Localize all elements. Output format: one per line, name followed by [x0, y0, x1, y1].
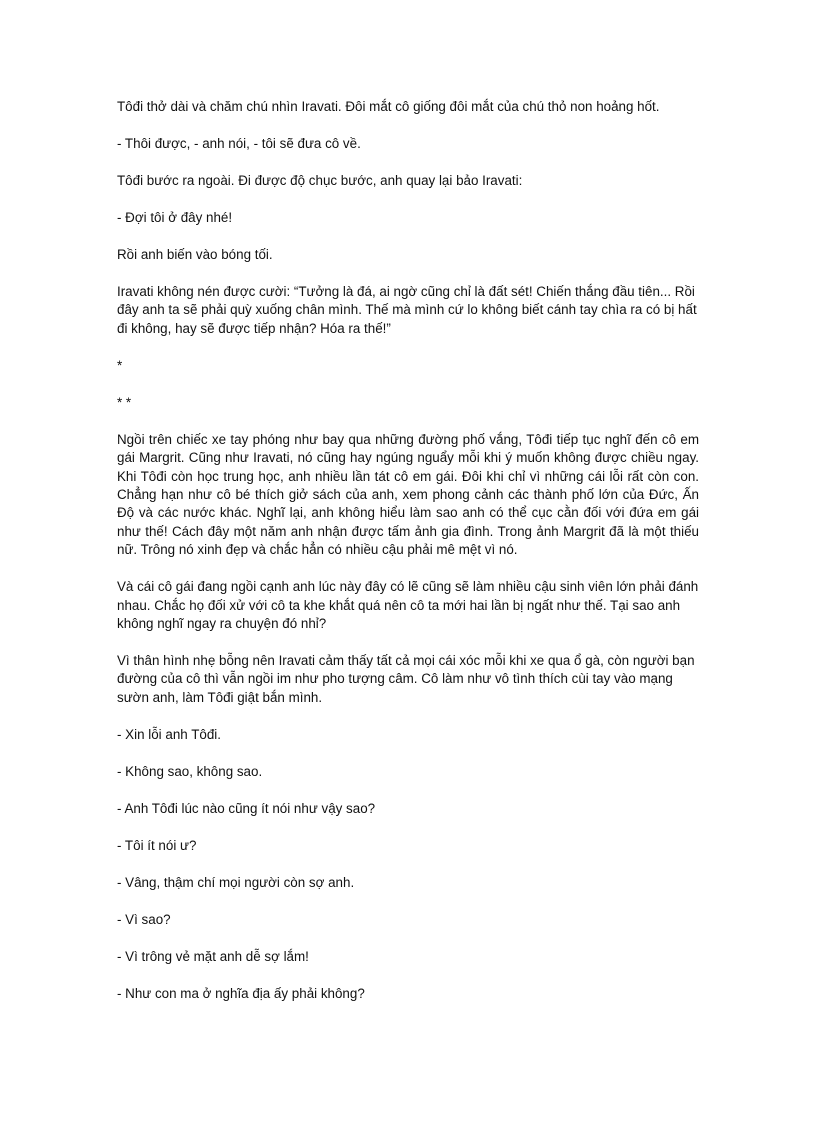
dialogue-line: - Vâng, thậm chí mọi người còn sợ anh. [117, 874, 355, 890]
paragraph: Và cái cô gái đang ngồi cạnh anh lúc này đây có lẽ cũng sẽ làm nhiều cậu sinh viên lớn phải đánh nhau. Chắc họ đối xử với cô ta khe khắt quá nên cô ta mới hai lần bị ngất như thế. Tại sao anh không nghĩ ngay ra chuyện đó nhỉ? [117, 579, 699, 632]
dialogue-line: - Không sao, không sao. [117, 763, 263, 779]
section-separator: * [117, 357, 123, 373]
dialogue-line: - Xin lỗi anh Tôđi. [117, 726, 221, 742]
dialogue-line: - Vì trông vẻ mặt anh dễ sợ lắm! [117, 948, 309, 964]
section-separator: * * [117, 394, 132, 410]
dialogue-line: - Đợi tôi ở đây nhé! [117, 210, 233, 225]
paragraph: Rồi anh biến vào bóng tối. [117, 247, 273, 262]
dialogue-line: - Thôi được, - anh nói, - tôi sẽ đưa cô về. [117, 136, 361, 151]
paragraph: Iravati không nén được cười: “Tưởng là đá, ai ngờ cũng chỉ là đất sét! Chiến thắng đầu tiên... Rồi đây anh ta sẽ phải quỳ xuống chân mình. Thế mà mình cứ lo không biết cánh tay chìa ra có bị hất đi không, hay sẽ được tiếp nhận? Hóa ra thế!” [117, 284, 697, 336]
paragraph: Tôđi bước ra ngoài. Đi được độ chục bước, anh quay lại bảo Iravati: [117, 173, 523, 188]
dialogue-line: - Vì sao? [117, 911, 171, 927]
paragraph: Tôđi thở dài và chăm chú nhìn Iravati. Đôi mắt cô giống đôi mắt của chú thỏ non hoảng hốt. [117, 99, 660, 114]
dialogue-line: - Tôi ít nói ư? [117, 837, 197, 853]
paragraph: Ngồi trên chiếc xe tay phóng như bay qua những đường phố vắng, Tôđi tiếp tục nghĩ đến cô em gái Margrit. Cũng như Iravati, nó cũng hay ngúng nguẩy mỗi khi ý muốn không được chiều ngay. Khi Tôđi còn học trung học, anh nhiều lần tát cô em gái. Đôi khi chỉ vì những cái lỗi rất còn con. Chẳng hạn như cô bé thích giở sách của anh, xem phong cảnh các thành phố lớn của Đức, Ấn Độ và các nước khác. Nghĩ lại, anh không hiểu làm sao anh có thể cục cằn đối với đứa em gái như thế! Cách đây một năm anh nhận được tấm ảnh gia đình. Trong ảnh Margrit đã là một thiếu nữ. Trông nó xinh đẹp và chắc hẳn có nhiều cậu phải mê mệt vì nó. [117, 431, 699, 558]
document-body [117, 98, 699, 1022]
dialogue-line: - Anh Tôđi lúc nào cũng ít nói như vậy sao? [117, 800, 376, 816]
dialogue-line: - Như con ma ở nghĩa địa ấy phải không? [117, 985, 365, 1001]
paragraph: Vì thân hình nhẹ bỗng nên Iravati cảm thấy tất cả mọi cái xóc mỗi khi xe qua ổ gà, còn người bạn đường của cô thì vẫn ngồi im như pho tượng câm. Cô làm như vô tình thích cùi tay vào mạng sườn anh, làm Tôđi giật bắn mình. [117, 653, 695, 705]
